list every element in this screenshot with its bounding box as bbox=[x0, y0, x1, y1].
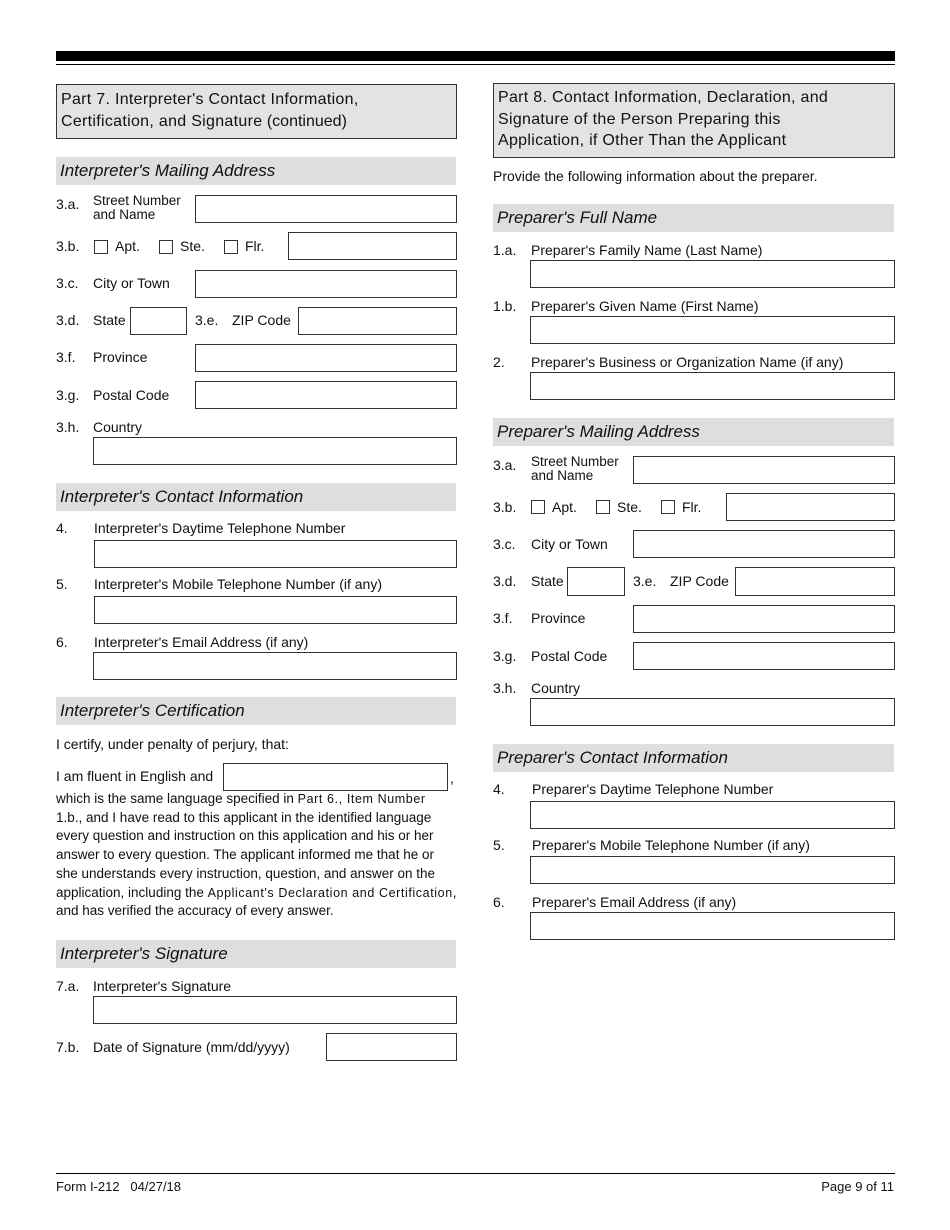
country-label: Country bbox=[93, 419, 143, 435]
street-label-line1: Street Number bbox=[93, 193, 181, 208]
preparer-apt-checkbox[interactable] bbox=[531, 500, 545, 514]
state-label: State bbox=[93, 312, 126, 328]
email-label: Preparer's Email Address (if any) bbox=[532, 894, 737, 910]
top-rule-thick bbox=[56, 51, 895, 61]
item-number: 5. bbox=[56, 576, 68, 592]
item-number: 3.b. bbox=[493, 499, 517, 515]
postal-label: Postal Code bbox=[93, 387, 170, 403]
zip-label: ZIP Code bbox=[670, 573, 729, 589]
ste-label: Ste. bbox=[180, 238, 205, 254]
interpreter-certification-heading: Interpreter's Certification bbox=[56, 697, 456, 725]
part8-header-line2: Signature of the Person Preparing this bbox=[498, 110, 781, 128]
city-label: City or Town bbox=[93, 275, 170, 291]
preparer-email-input[interactable] bbox=[530, 912, 895, 940]
comma: , bbox=[450, 770, 454, 786]
interpreter-mailing-address-heading: Interpreter's Mailing Address bbox=[56, 157, 456, 185]
item-number: 2. bbox=[493, 354, 505, 370]
province-label: Province bbox=[93, 349, 148, 365]
interpreter-daytime-phone-input[interactable] bbox=[94, 540, 457, 568]
date-of-signature-label: Date of Signature (mm/dd/yyyy) bbox=[93, 1039, 290, 1055]
footer-rule bbox=[56, 1173, 895, 1174]
part7-header-line2: Certification, and Signature bbox=[61, 113, 263, 130]
preparer-ste-checkbox[interactable] bbox=[596, 500, 610, 514]
certification-intro: I certify, under penalty of perjury, that: bbox=[56, 736, 289, 752]
part7-continued: (continued) bbox=[262, 113, 347, 130]
item-number: 3.a. bbox=[493, 457, 517, 473]
certification-paragraph bbox=[56, 790, 457, 921]
top-rule-thin bbox=[56, 64, 895, 65]
preparer-zip-input[interactable] bbox=[735, 567, 895, 596]
ste-label: Ste. bbox=[617, 499, 642, 515]
item-number: 4. bbox=[56, 520, 68, 536]
interpreter-province-input[interactable] bbox=[195, 344, 457, 372]
apt-label: Apt. bbox=[552, 499, 577, 515]
item-number: 3.f. bbox=[56, 349, 76, 365]
mobile-phone-label: Preparer's Mobile Telephone Number (if any) bbox=[532, 837, 810, 853]
item-number: 1.b. bbox=[493, 298, 517, 314]
mobile-phone-label: Interpreter's Mobile Telephone Number (if any) bbox=[94, 576, 382, 592]
item-number: 3.h. bbox=[493, 680, 517, 696]
street-label-line2: and Name bbox=[93, 207, 156, 222]
preparer-given-name-input[interactable] bbox=[530, 316, 895, 344]
preparer-flr-checkbox[interactable] bbox=[661, 500, 675, 514]
item-number: 3.f. bbox=[493, 610, 513, 626]
item-number: 3.d. bbox=[493, 573, 517, 589]
business-name-label: Preparer's Business or Organization Name (if any) bbox=[531, 354, 844, 370]
interpreter-zip-input[interactable] bbox=[298, 307, 457, 335]
interpreter-unit-input[interactable] bbox=[288, 232, 457, 260]
item-number: 6. bbox=[56, 634, 68, 650]
item-number: 3.g. bbox=[493, 648, 517, 664]
preparer-family-name-input[interactable] bbox=[530, 260, 895, 288]
item-number: 3.e. bbox=[633, 573, 657, 589]
city-label: City or Town bbox=[531, 536, 608, 552]
preparer-city-input[interactable] bbox=[633, 530, 895, 558]
apt-label: Apt. bbox=[115, 238, 140, 254]
preparer-mobile-phone-input[interactable] bbox=[530, 856, 895, 884]
item-number: 3.g. bbox=[56, 387, 80, 403]
province-label: Province bbox=[531, 610, 586, 626]
street-label bbox=[93, 194, 181, 222]
interpreter-language-input[interactable] bbox=[223, 763, 448, 791]
preparer-street-input[interactable] bbox=[633, 456, 895, 484]
cert-text-declaration: Applicant's Declaration and Certification bbox=[207, 885, 453, 900]
item-number: 3.d. bbox=[56, 312, 80, 328]
interpreter-street-input[interactable] bbox=[195, 195, 457, 223]
interpreter-ste-checkbox[interactable] bbox=[159, 240, 173, 254]
daytime-phone-label: Preparer's Daytime Telephone Number bbox=[532, 781, 774, 797]
interpreter-email-input[interactable] bbox=[93, 652, 457, 680]
given-name-label: Preparer's Given Name (First Name) bbox=[531, 298, 759, 314]
preparer-mailing-address-heading: Preparer's Mailing Address bbox=[493, 418, 894, 446]
signature-label: Interpreter's Signature bbox=[93, 978, 232, 994]
item-number: 1.a. bbox=[493, 242, 517, 258]
preparer-full-name-heading: Preparer's Full Name bbox=[493, 204, 894, 232]
cert-text-item: 1.b. bbox=[56, 809, 79, 825]
daytime-phone-label: Interpreter's Daytime Telephone Number bbox=[94, 520, 346, 536]
interpreter-apt-checkbox[interactable] bbox=[94, 240, 108, 254]
cert-text-part6: Part 6., Item Number bbox=[297, 792, 426, 806]
item-number: 6. bbox=[493, 894, 505, 910]
email-label: Interpreter's Email Address (if any) bbox=[94, 634, 309, 650]
preparer-intro: Provide the following information about the preparer. bbox=[493, 168, 818, 184]
street-label-line1: Street Number bbox=[531, 454, 619, 469]
interpreter-contact-heading: Interpreter's Contact Information bbox=[56, 483, 456, 511]
family-name-label: Preparer's Family Name (Last Name) bbox=[531, 242, 763, 258]
item-number: 7.a. bbox=[56, 978, 80, 994]
part8-header-line1: Part 8. Contact Information, Declaration, and bbox=[498, 89, 829, 106]
part8-header-line3: Application, if Other Than the Applicant bbox=[498, 132, 787, 149]
interpreter-signature-heading: Interpreter's Signature bbox=[56, 940, 456, 968]
part7-header-line1: Part 7. Interpreter's Contact Information, bbox=[61, 91, 359, 108]
interpreter-city-input[interactable] bbox=[195, 270, 457, 298]
interpreter-postal-input[interactable] bbox=[195, 381, 457, 409]
flr-label: Flr. bbox=[245, 238, 265, 254]
postal-label: Postal Code bbox=[531, 648, 608, 664]
part8-header bbox=[493, 83, 895, 158]
interpreter-flr-checkbox[interactable] bbox=[224, 240, 238, 254]
cert-text-d: , and I have read to this applicant in the identified language every question and instruction on this application and his or her answer to every question. The applicant informed me that he or she understands every instruction, question, and answer on the application, including the bbox=[56, 809, 435, 900]
preparer-province-input[interactable] bbox=[633, 605, 895, 633]
flr-label: Flr. bbox=[682, 499, 702, 515]
part7-header bbox=[56, 84, 457, 139]
form-id: Form I-212 04/27/18 bbox=[56, 1179, 182, 1194]
cert-text-f: , and has verified the accuracy of every answer. bbox=[56, 884, 457, 919]
interpreter-signature-input[interactable] bbox=[93, 996, 457, 1024]
cert-text-a: which is the same language specified in bbox=[56, 791, 298, 806]
interpreter-signature-date-input[interactable] bbox=[326, 1033, 457, 1061]
page-number: Page 9 of 11 bbox=[821, 1179, 894, 1194]
country-label: Country bbox=[531, 680, 581, 696]
item-number: 4. bbox=[493, 781, 505, 797]
preparer-contact-heading: Preparer's Contact Information bbox=[493, 744, 894, 772]
item-number: 3.h. bbox=[56, 419, 80, 435]
preparer-state-select[interactable] bbox=[567, 567, 625, 596]
preparer-unit-input[interactable] bbox=[726, 493, 895, 521]
street-label bbox=[531, 455, 619, 483]
item-number: 3.e. bbox=[195, 312, 219, 328]
interpreter-mobile-phone-input[interactable] bbox=[94, 596, 457, 624]
preparer-country-input[interactable] bbox=[530, 698, 895, 726]
item-number: 3.a. bbox=[56, 196, 80, 212]
item-number: 3.b. bbox=[56, 238, 80, 254]
interpreter-state-select[interactable] bbox=[130, 307, 187, 335]
street-label-line2: and Name bbox=[531, 468, 594, 483]
state-label: State bbox=[531, 573, 564, 589]
item-number: 5. bbox=[493, 837, 505, 853]
preparer-daytime-phone-input[interactable] bbox=[530, 801, 895, 829]
item-number: 7.b. bbox=[56, 1039, 80, 1055]
preparer-postal-input[interactable] bbox=[633, 642, 895, 670]
zip-label: ZIP Code bbox=[232, 312, 291, 328]
interpreter-country-input[interactable] bbox=[93, 437, 457, 465]
item-number: 3.c. bbox=[493, 536, 516, 552]
item-number: 3.c. bbox=[56, 275, 79, 291]
fluent-label: I am fluent in English and bbox=[56, 768, 214, 784]
preparer-business-name-input[interactable] bbox=[530, 372, 895, 400]
